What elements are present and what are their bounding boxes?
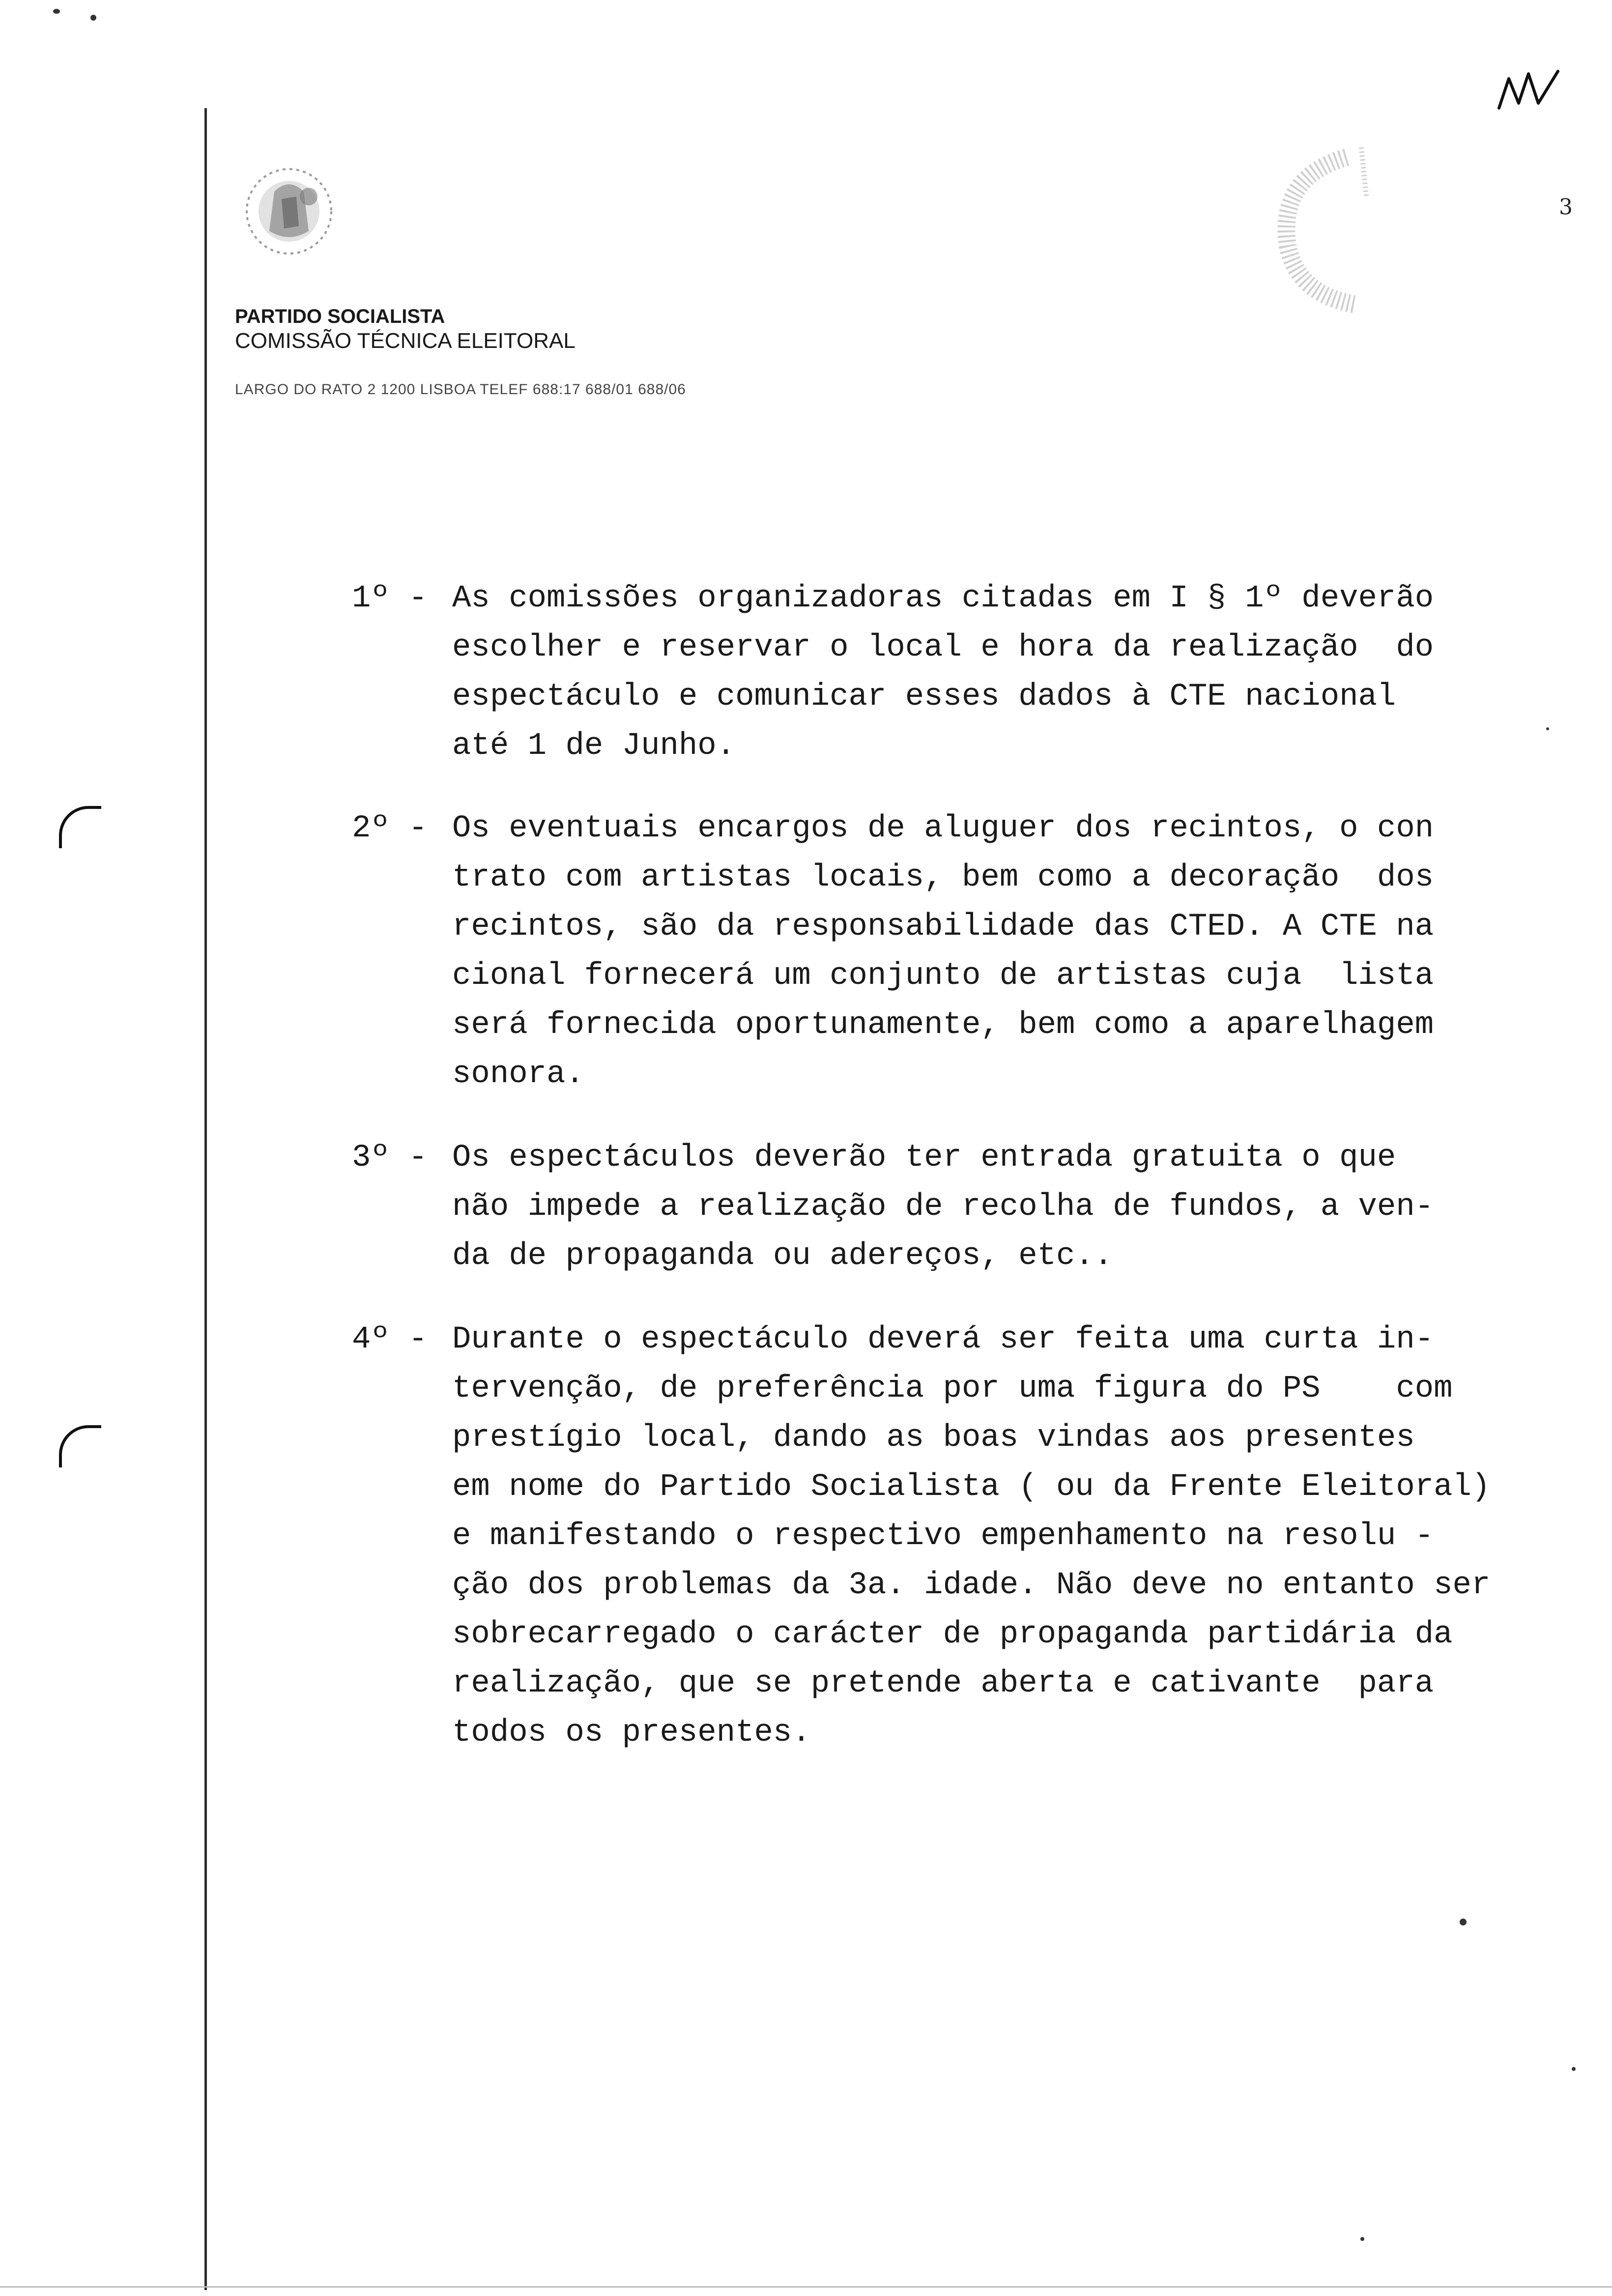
- left-margin-rule: [204, 108, 207, 2290]
- punch-hole-mark-top: [59, 806, 101, 848]
- scan-speck: [53, 9, 60, 14]
- text-line: cional fornecerá um conjunto de artistas cuja lista: [452, 958, 1434, 994]
- punch-hole-mark-bottom: [59, 1425, 101, 1467]
- text-line: trato com artistas locais, bem como a decoração dos: [452, 860, 1434, 895]
- org-department: COMISSÃO TÉCNICA ELEITORAL: [235, 329, 576, 353]
- text-line: ção dos problemas da 3a. idade. Não deve no entanto ser: [452, 1568, 1491, 1603]
- item-number: 3º -: [352, 1140, 428, 1176]
- item-text: [452, 1315, 1533, 1757]
- item-number: 4º -: [352, 1322, 428, 1357]
- text-line: tervenção, de preferência por uma figura do PS com: [452, 1371, 1453, 1406]
- scan-speck: [1572, 2067, 1576, 2071]
- page-number: 3: [1559, 195, 1573, 220]
- item-text: [452, 1133, 1533, 1281]
- handwritten-initials: [1494, 69, 1563, 113]
- text-line: espectáculo e comunicar esses dados à CTE nacional: [452, 679, 1396, 715]
- text-line: não impede a realização de recolha de fundos, a ven-: [452, 1189, 1434, 1225]
- org-name: PARTIDO SOCIALISTA: [235, 306, 445, 327]
- text-line: será fornecida oportunamente, bem como a aparelhagem: [452, 1007, 1434, 1043]
- faded-stamp: [1248, 138, 1396, 324]
- text-line: até 1 de Junho.: [452, 728, 736, 764]
- text-line: prestígio local, dando as boas vindas aos presentes: [452, 1420, 1415, 1456]
- text-line: escolher e reservar o local e hora da realização do: [452, 630, 1434, 665]
- text-line: realização, que se pretende aberta e cativante para: [452, 1666, 1434, 1701]
- text-line: e manifestando o respectivo empenhamento na resolu -: [452, 1519, 1434, 1554]
- text-line: da de propaganda ou adereços, etc..: [452, 1238, 1113, 1274]
- item-text: [452, 804, 1533, 1099]
- item-number: 1º -: [352, 581, 428, 616]
- text-line: sonora.: [452, 1057, 584, 1092]
- text-line: recintos, são da responsabilidade das CTED. A CTE na: [452, 909, 1434, 945]
- text-line: sobrecarregado o carácter de propaganda partidária da: [452, 1617, 1453, 1652]
- item-number: 2º -: [352, 811, 428, 846]
- page-bottom-edge: [0, 2286, 1612, 2288]
- text-line: Os eventuais encargos de aluguer dos recintos, o con: [452, 811, 1434, 846]
- text-line: As comissões organizadoras citadas em I § 1º deverão: [452, 581, 1434, 616]
- scan-speck: [1360, 2237, 1364, 2241]
- item-text: [452, 574, 1533, 771]
- text-line: todos os presentes.: [452, 1715, 811, 1751]
- party-emblem-logo: [235, 157, 353, 265]
- scan-speck: [1460, 1919, 1467, 1925]
- org-address: LARGO DO RATO 2 1200 LISBOA TELEF 688:17 688/01 688/06: [235, 381, 686, 398]
- scan-speck: [90, 15, 96, 21]
- text-line: Durante o espectáculo deverá ser feita uma curta in-: [452, 1322, 1434, 1357]
- letterhead-header: [235, 305, 576, 354]
- text-line: Os espectáculos deverão ter entrada gratuita o que: [452, 1140, 1396, 1176]
- text-line: em nome do Partido Socialista ( ou da Frente Eleitoral): [452, 1469, 1491, 1505]
- scan-speck: [1546, 727, 1549, 730]
